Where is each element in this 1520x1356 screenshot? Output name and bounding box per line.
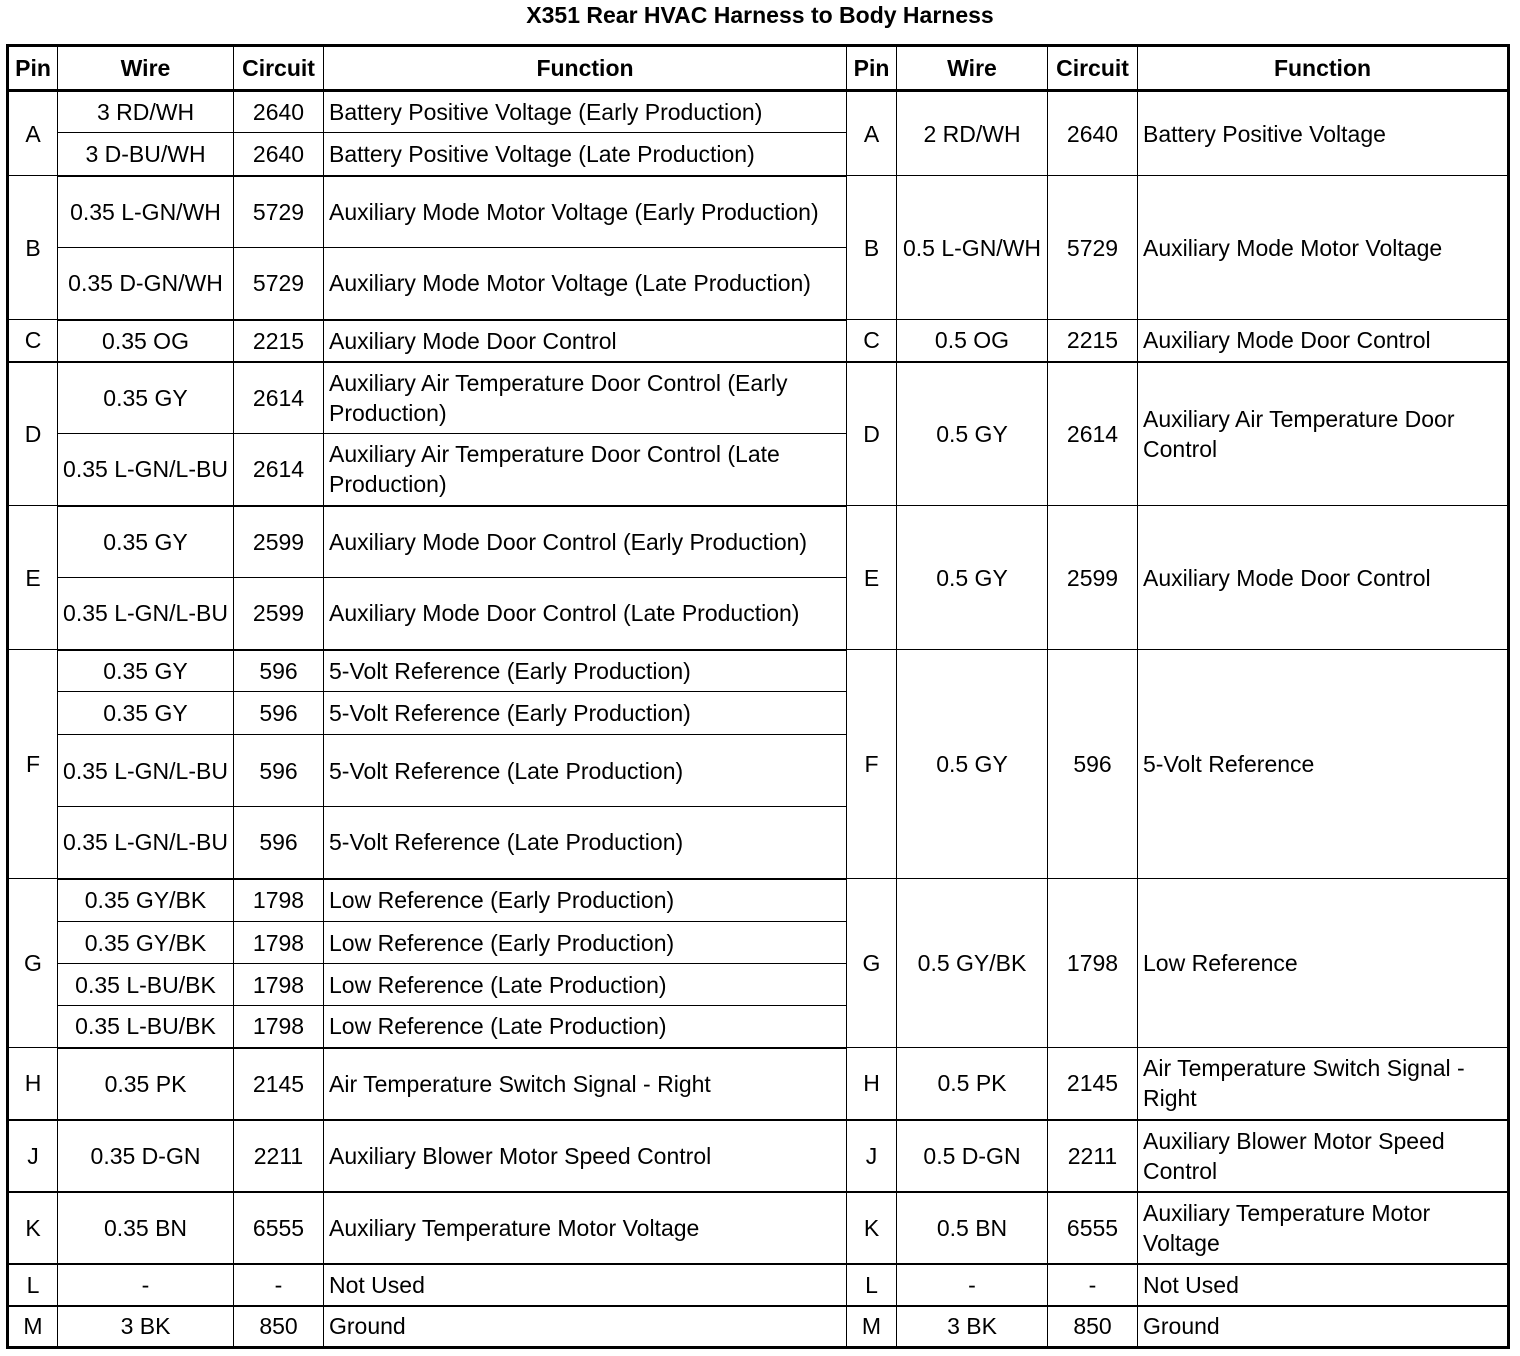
function-cell: Ground [324,1306,847,1348]
table-row [8,320,1509,362]
header-wire: Wire [58,46,234,91]
header-row [8,46,1509,91]
circuit-cell: 1798 [234,922,324,964]
circuit-cell: - [234,1264,324,1306]
wire-cell: 3 D-BU/WH [58,133,234,176]
pin-cell: F [8,650,58,879]
body-pin-cell: E [847,506,897,650]
function-cell: Battery Positive Voltage (Late Production) [324,133,847,176]
circuit-cell: 2614 [234,434,324,506]
wire-cell: 0.35 OG [58,320,234,362]
body-wire-cell: 0.5 GY [897,506,1048,650]
table-row [8,1264,1509,1306]
body-pin-cell: K [847,1192,897,1264]
wire-cell: 0.35 GY/BK [58,922,234,964]
header-function: Function [324,46,847,91]
circuit-cell: 2614 [234,362,324,434]
body-pin-cell: H [847,1048,897,1120]
circuit-cell: 6555 [234,1192,324,1264]
function-cell: Battery Positive Voltage (Early Production) [324,91,847,133]
pin-cell: L [8,1264,58,1306]
circuit-cell: 2640 [234,91,324,133]
function-cell: Auxiliary Blower Motor Speed Control [324,1120,847,1192]
circuit-cell: 596 [234,735,324,807]
table-row [8,91,1509,133]
function-cell: 5-Volt Reference (Late Production) [324,735,847,807]
body-function-cell: Auxiliary Mode Door Control [1138,320,1509,362]
table-row [8,1192,1509,1264]
body-circuit-cell: 2145 [1048,1048,1138,1120]
table-body [8,91,1509,1348]
body-circuit-cell: 5729 [1048,176,1138,320]
pin-cell: K [8,1192,58,1264]
pin-cell: E [8,506,58,650]
wire-cell: 0.35 D-GN/WH [58,248,234,320]
circuit-cell: 596 [234,692,324,735]
function-cell: 5-Volt Reference (Early Production) [324,692,847,735]
body-wire-cell: 0.5 GY/BK [897,879,1048,1048]
body-function-cell: Auxiliary Blower Motor Speed Control [1138,1120,1509,1192]
function-cell: Low Reference (Early Production) [324,922,847,964]
table-row [8,1306,1509,1348]
function-cell: Auxiliary Temperature Motor Voltage [324,1192,847,1264]
circuit-cell: 2599 [234,506,324,578]
pin-cell: J [8,1120,58,1192]
wire-cell: 0.35 L-GN/L-BU [58,735,234,807]
body-function-cell: Auxiliary Mode Motor Voltage [1138,176,1509,320]
function-cell: Low Reference (Late Production) [324,964,847,1006]
function-cell: 5-Volt Reference (Late Production) [324,807,847,879]
body-circuit-cell: 2599 [1048,506,1138,650]
circuit-cell: 850 [234,1306,324,1348]
function-cell: Auxiliary Mode Door Control (Early Production) [324,506,847,578]
header-wire-body: Wire [897,46,1048,91]
table-row [8,650,1509,692]
body-pin-cell: C [847,320,897,362]
wire-cell: 0.35 PK [58,1048,234,1120]
table-row [8,362,1509,434]
circuit-cell: 596 [234,807,324,879]
body-circuit-cell: - [1048,1264,1138,1306]
circuit-cell: 1798 [234,1006,324,1048]
body-function-cell: Auxiliary Mode Door Control [1138,506,1509,650]
circuit-cell: 2215 [234,320,324,362]
table-row [8,1120,1509,1192]
body-wire-cell: - [897,1264,1048,1306]
pin-cell: H [8,1048,58,1120]
body-function-cell: Auxiliary Temperature Motor Voltage [1138,1192,1509,1264]
body-circuit-cell: 2640 [1048,91,1138,176]
wire-cell: 0.35 GY [58,692,234,735]
header-circuit: Circuit [234,46,324,91]
header-function-body: Function [1138,46,1509,91]
wire-cell: 0.35 L-GN/WH [58,176,234,248]
body-function-cell: Air Temperature Switch Signal - Right [1138,1048,1509,1120]
body-pin-cell: L [847,1264,897,1306]
body-circuit-cell: 6555 [1048,1192,1138,1264]
circuit-cell: 2145 [234,1048,324,1120]
function-cell: 5-Volt Reference (Early Production) [324,650,847,692]
body-function-cell: Ground [1138,1306,1509,1348]
body-function-cell: Low Reference [1138,879,1509,1048]
table-row [8,506,1509,578]
body-pin-cell: G [847,879,897,1048]
wire-cell: 0.35 GY [58,650,234,692]
wire-cell: 0.35 L-GN/L-BU [58,578,234,650]
body-circuit-cell: 2614 [1048,362,1138,506]
wire-cell: 0.35 L-GN/L-BU [58,807,234,879]
header-circuit-body: Circuit [1048,46,1138,91]
pin-cell: A [8,91,58,176]
function-cell: Auxiliary Mode Door Control [324,320,847,362]
function-cell: Low Reference (Late Production) [324,1006,847,1048]
body-wire-cell: 0.5 GY [897,650,1048,879]
header-pin-body: Pin [847,46,897,91]
body-pin-cell: B [847,176,897,320]
body-wire-cell: 2 RD/WH [897,91,1048,176]
body-pin-cell: J [847,1120,897,1192]
body-wire-cell: 0.5 PK [897,1048,1048,1120]
body-function-cell: Auxiliary Air Temperature Door Control [1138,362,1509,506]
harness-pinout-table [6,44,1510,1349]
body-pin-cell: M [847,1306,897,1348]
table-row [8,176,1509,248]
body-pin-cell: A [847,91,897,176]
wire-cell: 0.35 L-GN/L-BU [58,434,234,506]
body-pin-cell: F [847,650,897,879]
wire-cell: 0.35 L-BU/BK [58,964,234,1006]
body-circuit-cell: 850 [1048,1306,1138,1348]
wire-cell: 0.35 L-BU/BK [58,1006,234,1048]
header-pin: Pin [8,46,58,91]
circuit-cell: 596 [234,650,324,692]
circuit-cell: 2640 [234,133,324,176]
pin-cell: D [8,362,58,506]
circuit-cell: 2599 [234,578,324,650]
body-circuit-cell: 1798 [1048,879,1138,1048]
wire-cell: 0.35 GY/BK [58,879,234,922]
body-circuit-cell: 2211 [1048,1120,1138,1192]
circuit-cell: 5729 [234,248,324,320]
body-function-cell: Battery Positive Voltage [1138,91,1509,176]
circuit-cell: 2211 [234,1120,324,1192]
wire-cell: 3 BK [58,1306,234,1348]
function-cell: Auxiliary Mode Motor Voltage (Early Production) [324,176,847,248]
wire-cell: - [58,1264,234,1306]
body-wire-cell: 0.5 D-GN [897,1120,1048,1192]
table-row [8,879,1509,922]
wire-cell: 0.35 GY [58,362,234,434]
body-function-cell: 5-Volt Reference [1138,650,1509,879]
wire-cell: 0.35 BN [58,1192,234,1264]
wire-cell: 0.35 GY [58,506,234,578]
function-cell: Auxiliary Mode Door Control (Late Production) [324,578,847,650]
function-cell: Auxiliary Air Temperature Door Control (Early Production) [324,362,847,434]
body-circuit-cell: 2215 [1048,320,1138,362]
body-wire-cell: 3 BK [897,1306,1048,1348]
pin-cell: G [8,879,58,1048]
circuit-cell: 5729 [234,176,324,248]
body-pin-cell: D [847,362,897,506]
function-cell: Air Temperature Switch Signal - Right [324,1048,847,1120]
body-wire-cell: 0.5 OG [897,320,1048,362]
function-cell: Auxiliary Mode Motor Voltage (Late Production) [324,248,847,320]
function-cell: Low Reference (Early Production) [324,879,847,922]
wire-cell: 3 RD/WH [58,91,234,133]
page-title: X351 Rear HVAC Harness to Body Harness [526,2,994,28]
pin-cell: B [8,176,58,320]
body-function-cell: Not Used [1138,1264,1509,1306]
circuit-cell: 1798 [234,964,324,1006]
circuit-cell: 1798 [234,879,324,922]
body-wire-cell: 0.5 L-GN/WH [897,176,1048,320]
pin-cell: M [8,1306,58,1348]
function-cell: Auxiliary Air Temperature Door Control (Late Production) [324,434,847,506]
body-circuit-cell: 596 [1048,650,1138,879]
pin-cell: C [8,320,58,362]
body-wire-cell: 0.5 GY [897,362,1048,506]
body-wire-cell: 0.5 BN [897,1192,1048,1264]
wire-cell: 0.35 D-GN [58,1120,234,1192]
table-row [8,1048,1509,1120]
function-cell: Not Used [324,1264,847,1306]
